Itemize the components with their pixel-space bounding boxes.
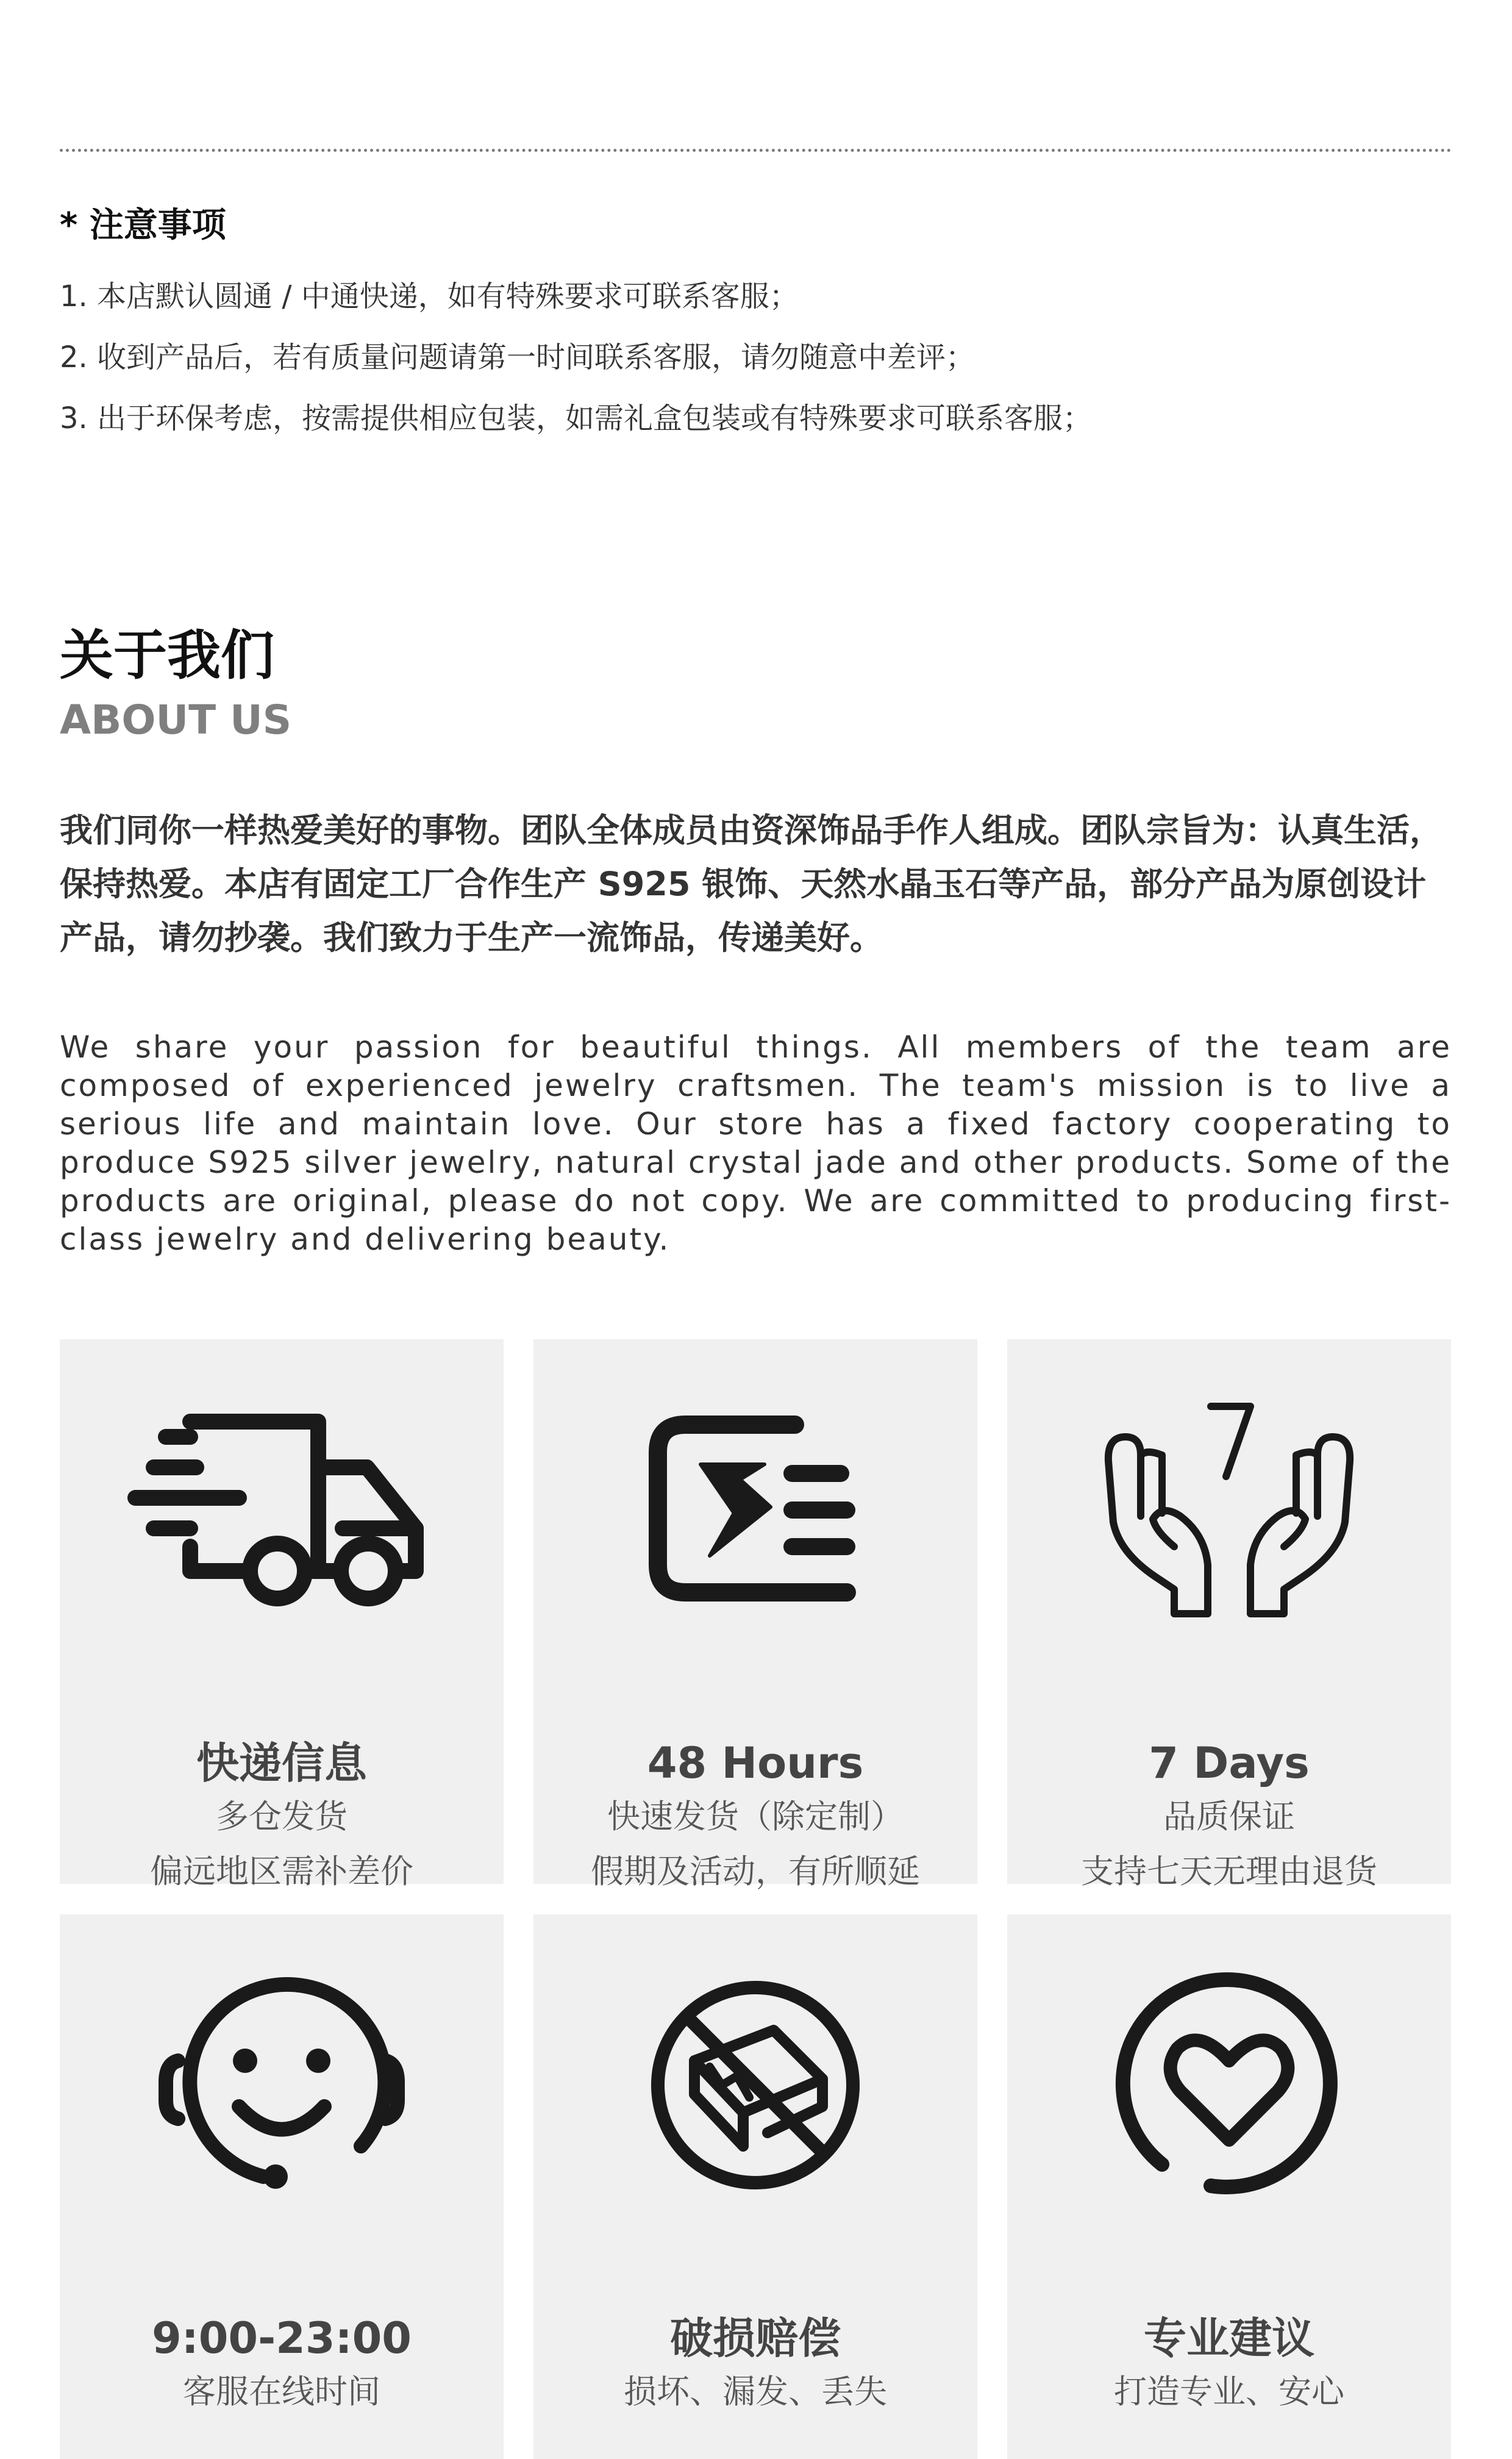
features-grid: [60, 1339, 1452, 2459]
feature-card-damage-compensation: [533, 1914, 977, 2459]
feature-card-7-days: [1007, 1339, 1451, 1891]
feature-line: 假期及活动，有所顺延: [591, 1852, 920, 1891]
feature-card-professional-advice: [1007, 1914, 1451, 2459]
feature-line: 客服在线时间: [183, 2372, 380, 2411]
feature-line: 多仓发货: [216, 1797, 348, 1836]
feature-card-service-hours: [60, 1914, 504, 2459]
notice-item: 3. 出于环保考虑，按需提供相应包装，如需礼盒包装或有特殊要求可联系客服；: [60, 401, 1093, 435]
delivery-truck-icon: [60, 1339, 504, 1681]
feature-title: 9:00-23:00: [152, 2313, 412, 2363]
no-broken-box-icon: [533, 1914, 977, 2256]
notice-item: 1. 本店默认圆通 / 中通快递，如有特殊要求可联系客服；: [60, 279, 799, 313]
lightning-fast-icon: [533, 1339, 977, 1681]
heart-circle-icon: [1007, 1914, 1451, 2256]
feature-line: 打造专业、安心: [1114, 2372, 1344, 2411]
about-chinese-text: 我们同你一样热爱美好的事物。团队全体成员由资深饰品手作人组成。团队宗旨为：认真生活，保持热爱。本店有固定工厂合作生产 S925 银饰、天然水晶玉石等产品，部分产品为原创设计产品，请勿抄袭。我们致力于生产一流饰品，传递美好。: [60, 811, 1442, 957]
feature-title: 破损赔偿: [670, 2313, 841, 2363]
feature-line: 品质保证: [1163, 1797, 1295, 1836]
feature-line: 损坏、漏发、丢失: [624, 2372, 887, 2411]
feature-line: 快速发货（除定制）: [607, 1797, 904, 1836]
about-english-text: We share your passion for beautiful things. All members of the team are composed of experienced jewelry craftsmen. The team's mission is to live a serious life and maintain love. Our store has a fixed factory cooperating to produce S925 silver jewelry, natural crystal jade and other products. Some of the products are original, please do not copy. We are committed to producing first-class jewelry and delivering beauty.: [60, 1029, 1452, 1257]
notice-title: * 注意事项: [60, 206, 226, 245]
hands-seven-icon: [1007, 1339, 1451, 1681]
dotted-divider: [60, 149, 1452, 152]
notice-list: [60, 266, 1452, 449]
about-title: 关于我们: [60, 624, 275, 687]
feature-line: 支持七天无理由退货: [1081, 1852, 1377, 1891]
headset-smiley-icon: [60, 1914, 504, 2256]
notice-item: 2. 收到产品后，若有质量问题请第一时间联系客服，请勿随意中差评；: [60, 340, 975, 374]
feature-title: 快递信息: [196, 1738, 367, 1788]
feature-title: 专业建议: [1144, 2313, 1314, 2363]
feature-title: 48 Hours: [647, 1738, 864, 1788]
about-section: [60, 622, 1452, 1259]
notice-section: [60, 201, 1452, 449]
feature-title: 7 Days: [1149, 1738, 1310, 1788]
feature-card-shipping: [60, 1339, 504, 1891]
about-subtitle: ABOUT US: [60, 696, 292, 743]
feature-line: 偏远地区需补差价: [150, 1852, 413, 1891]
feature-card-48-hours: [533, 1339, 977, 1891]
